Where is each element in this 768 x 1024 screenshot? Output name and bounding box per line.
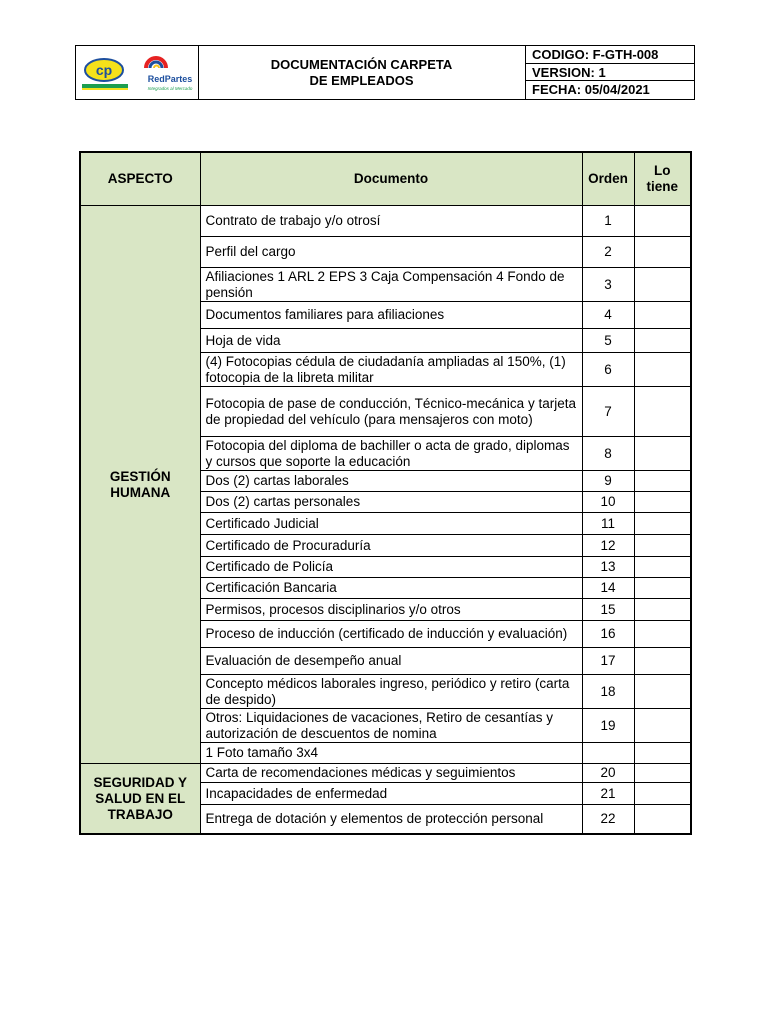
lo-tiene-cell[interactable]	[634, 492, 691, 513]
lo-tiene-cell[interactable]	[634, 764, 691, 783]
document-cell: Concepto médicos laborales ingreso, periódico y retiro (carta de despido)	[200, 675, 582, 709]
document-cell: Certificado de Procuraduría	[200, 535, 582, 557]
document-cell: Fotocopia de pase de conducción, Técnico-mecánica y tarjeta de propiedad del vehículo (para mensajeros con moto)	[200, 387, 582, 437]
document-cell: Carta de recomendaciones médicas y seguimientos	[200, 764, 582, 783]
document-cell: Otros: Liquidaciones de vacaciones, Retiro de cesantías y autorización de descuentos de nomina	[200, 709, 582, 743]
lo-tiene-cell[interactable]	[634, 578, 691, 599]
orden-cell: 20	[582, 764, 634, 783]
orden-cell: 22	[582, 805, 634, 834]
lo-tiene-cell[interactable]	[634, 268, 691, 302]
lo-tiene-cell[interactable]	[634, 648, 691, 675]
orden-cell: 3	[582, 268, 634, 302]
document-cell: Proceso de inducción (certificado de inducción y evaluación)	[200, 621, 582, 648]
document-cell: Documentos familiares para afiliaciones	[200, 302, 582, 329]
document-cell: Certificado de Policía	[200, 557, 582, 578]
lo-tiene-cell[interactable]	[634, 329, 691, 353]
lo-tiene-cell[interactable]	[634, 675, 691, 709]
orden-cell: 7	[582, 387, 634, 437]
document-cell: (4) Fotocopias cédula de ciudadanía ampliadas al 150%, (1) fotocopia de la libreta militar	[200, 353, 582, 387]
lo-tiene-cell[interactable]	[634, 743, 691, 764]
orden-cell: 19	[582, 709, 634, 743]
lo-tiene-cell[interactable]	[634, 599, 691, 621]
document-cell: Hoja de vida	[200, 329, 582, 353]
lo-tiene-cell[interactable]	[634, 471, 691, 492]
lo-tiene-cell[interactable]	[634, 557, 691, 578]
document-cell: Entrega de dotación y elementos de protección personal	[200, 805, 582, 834]
aspect-seguridad-salud: SEGURIDAD Y SALUD EN EL TRABAJO	[80, 764, 200, 834]
document-cell: Perfil del cargo	[200, 237, 582, 268]
lo-tiene-cell[interactable]	[634, 805, 691, 834]
orden-cell: 18	[582, 675, 634, 709]
title-line-1: DOCUMENTACIÓN CARPETA	[270, 56, 453, 72]
orden-cell: 12	[582, 535, 634, 557]
lo-tiene-cell[interactable]	[634, 302, 691, 329]
lo-tiene-cell[interactable]	[634, 709, 691, 743]
cp-logo	[82, 59, 128, 90]
title-line-2: DE EMPLEADOS	[309, 72, 414, 88]
table-body	[80, 206, 691, 835]
document-cell: Dos (2) cartas personales	[200, 492, 582, 513]
document-cell: Evaluación de desempeño anual	[200, 648, 582, 675]
orden-cell: 16	[582, 621, 634, 648]
document-cell: Permisos, procesos disciplinarios y/o otros	[200, 599, 582, 621]
column-header-lo-tiene: Lo tiene	[634, 152, 691, 206]
aspect-gestion-humana: GESTIÓN HUMANA	[80, 206, 200, 764]
table-header-row	[80, 152, 691, 206]
orden-cell: 2	[582, 237, 634, 268]
version-field: VERSION: 1	[526, 64, 694, 82]
orden-cell: 13	[582, 557, 634, 578]
orden-cell: 11	[582, 513, 634, 535]
orden-cell: 1	[582, 206, 634, 237]
orden-cell: 5	[582, 329, 634, 353]
document-cell: Incapacidades de enfermedad	[200, 783, 582, 805]
orden-cell: 6	[582, 353, 634, 387]
document-cell: 1 Foto tamaño 3x4	[200, 743, 582, 764]
lo-tiene-cell[interactable]	[634, 621, 691, 648]
logo-cell	[76, 46, 199, 99]
table-row	[80, 764, 691, 783]
lo-tiene-cell[interactable]	[634, 353, 691, 387]
redpartes-logo	[146, 58, 193, 91]
document-cell: Contrato de trabajo y/o otrosí	[200, 206, 582, 237]
column-header-aspecto: ASPECTO	[80, 152, 200, 206]
codigo-field: CODIGO: F-GTH-008	[526, 46, 694, 64]
document-cell: Certificado Judicial	[200, 513, 582, 535]
orden-cell: 4	[582, 302, 634, 329]
table-row	[80, 206, 691, 237]
document-cell: Certificación Bancaria	[200, 578, 582, 599]
orden-cell: 10	[582, 492, 634, 513]
document-metadata	[526, 46, 694, 99]
orden-cell: 17	[582, 648, 634, 675]
lo-tiene-cell[interactable]	[634, 387, 691, 437]
document-cell: Afiliaciones 1 ARL 2 EPS 3 Caja Compensación 4 Fondo de pensión	[200, 268, 582, 302]
orden-cell: 15	[582, 599, 634, 621]
document-header	[75, 45, 695, 100]
lo-tiene-cell[interactable]	[634, 535, 691, 557]
orden-cell: 8	[582, 437, 634, 471]
svg-text:Integrados al Mercado: Integrados al Mercado	[147, 86, 193, 91]
lo-tiene-cell[interactable]	[634, 206, 691, 237]
lo-tiene-cell[interactable]	[634, 237, 691, 268]
company-logos	[76, 46, 198, 99]
documents-table	[79, 151, 692, 835]
orden-cell: 9	[582, 471, 634, 492]
lo-tiene-cell[interactable]	[634, 437, 691, 471]
column-header-documento: Documento	[200, 152, 582, 206]
document-cell: Fotocopia del diploma de bachiller o acta de grado, diplomas y cursos que soporte la educación	[200, 437, 582, 471]
orden-cell: 14	[582, 578, 634, 599]
orden-cell: 21	[582, 783, 634, 805]
lo-tiene-cell[interactable]	[634, 783, 691, 805]
svg-text:RedPartes: RedPartes	[147, 74, 193, 84]
svg-text:cp: cp	[95, 62, 113, 78]
column-header-orden: Orden	[582, 152, 634, 206]
document-cell: Dos (2) cartas laborales	[200, 471, 582, 492]
fecha-field: FECHA: 05/04/2021	[532, 82, 650, 98]
orden-cell	[582, 743, 634, 764]
lo-tiene-cell[interactable]	[634, 513, 691, 535]
document-title	[198, 46, 526, 99]
